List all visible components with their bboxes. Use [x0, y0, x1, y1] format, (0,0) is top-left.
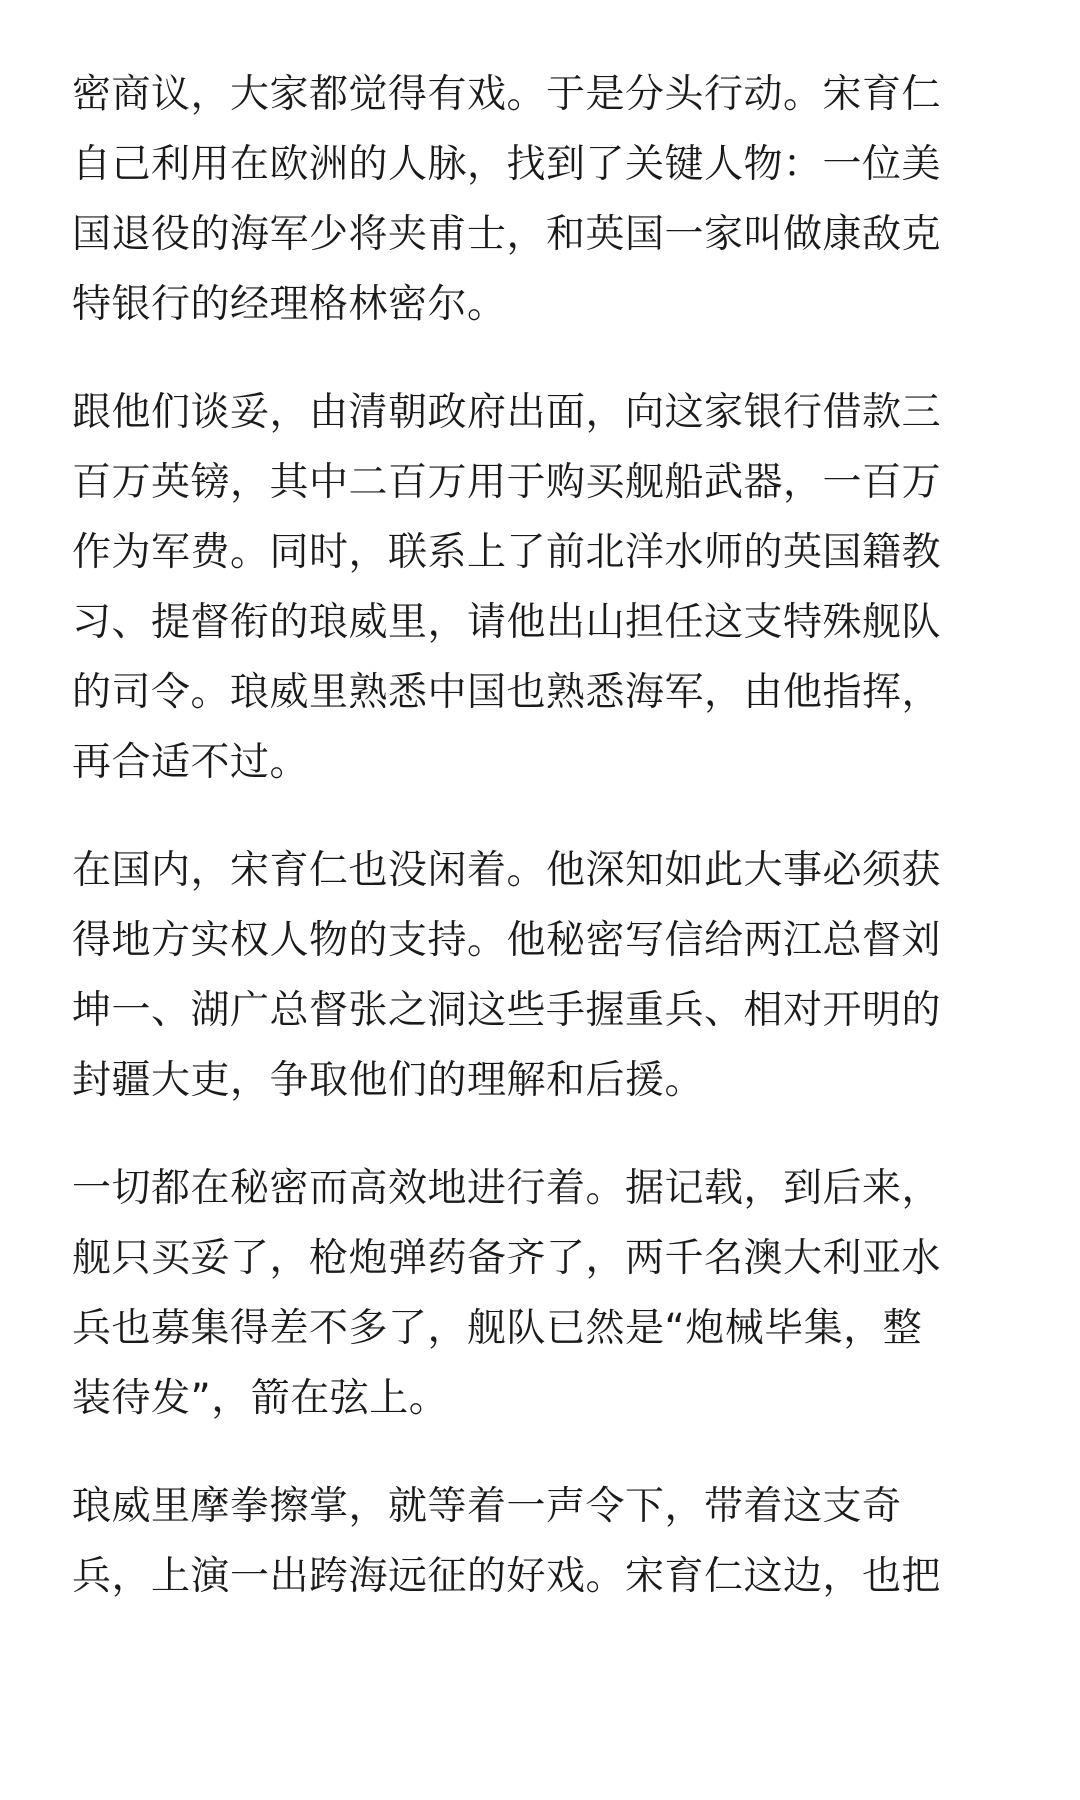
text-line: 琅威里摩拳擦掌，就等着一声令下，带着这支奇 [72, 1484, 902, 1529]
text-line: 的司令。琅威里熟悉中国也熟悉海军，由他指挥， [72, 670, 942, 715]
text-line: 国退役的海军少将夹甫士，和英国一家叫做康敌克 [72, 212, 942, 257]
text-line: 百万英镑，其中二百万用于购买舰船武器，一百万 [72, 460, 942, 505]
text-line: 一切都在秘密而高效地进行着。据记载，到后来， [72, 1166, 942, 1211]
text-line: 自己利用在欧洲的人脉，找到了关键人物：一位美 [72, 142, 942, 187]
text-line: 再合适不过。 [72, 740, 310, 785]
text-line: 兵，上演一出跨海远征的好戏。宋育仁这边，也把 [72, 1554, 942, 1599]
text-line: 舰只买妥了，枪炮弹药备齐了，两千名澳大利亚水 [72, 1236, 942, 1281]
paragraph-5 [72, 1472, 1012, 1612]
text-line: 特银行的经理格林密尔。 [72, 282, 507, 327]
text-line: 习、提督衔的琅威里，请他出山担任这支特殊舰队 [72, 600, 942, 645]
text-line: 跟他们谈妥，由清朝政府出面，向这家银行借款三 [72, 390, 942, 435]
paragraph-4 [72, 1154, 1012, 1434]
paragraph-3 [72, 836, 1012, 1116]
paragraph-2 [72, 378, 1012, 798]
text-line: 密商议，大家都觉得有戏。于是分头行动。宋育仁 [72, 72, 942, 117]
text-line: 装待发”，箭在弦上。 [72, 1376, 449, 1421]
text-line: 坤一、湖广总督张之洞这些手握重兵、相对开明的 [72, 988, 942, 1033]
paragraph-1 [72, 60, 1012, 340]
text-line: 封疆大吏，争取他们的理解和后援。 [72, 1058, 705, 1103]
text-line: 得地方实权人物的支持。他秘密写信给两江总督刘 [72, 918, 942, 963]
text-line: 作为军费。同时，联系上了前北洋水师的英国籍教 [72, 530, 942, 575]
text-line: 兵也募集得差不多了，舰队已然是“炮械毕集，整 [72, 1306, 923, 1351]
text-line: 在国内，宋育仁也没闲着。他深知如此大事必须获 [72, 848, 942, 893]
article-body [72, 60, 1012, 1650]
